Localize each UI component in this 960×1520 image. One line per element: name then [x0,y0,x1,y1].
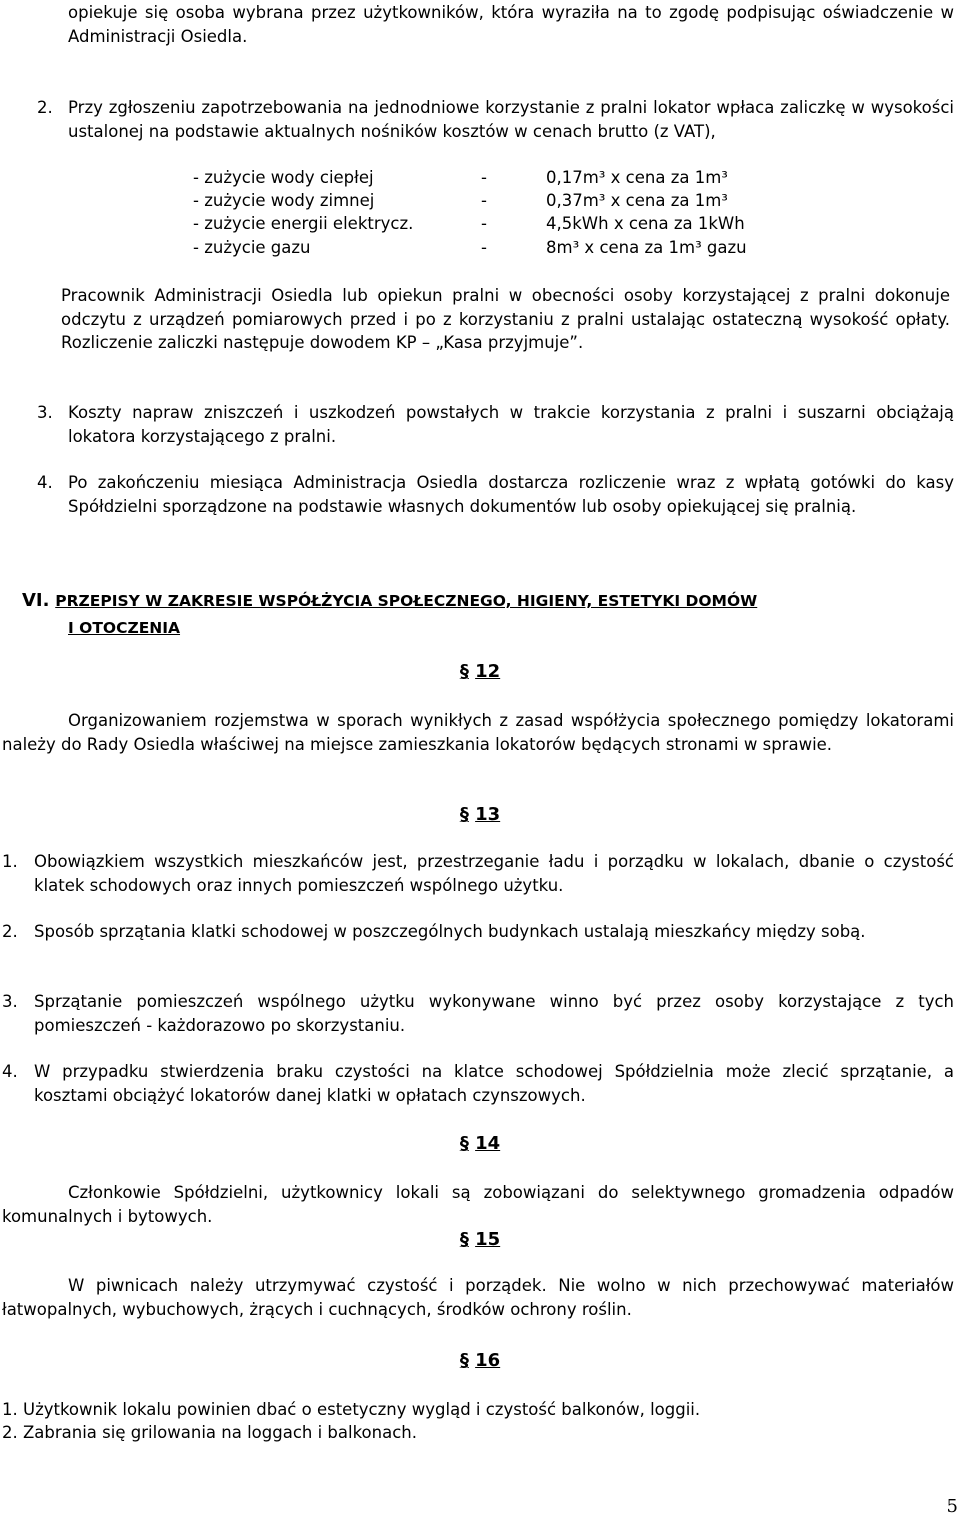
section-13-item: Sposób sprzątania klatki schodowej w poszczególnych budynkach ustalają mieszkańcy między sobą. [34,922,866,941]
paragraph-sign: § [459,1229,469,1250]
item-number: 3. [2,992,18,1011]
chapter-number: VI. [22,590,50,611]
point-4-text: Po zakończeniu miesiąca Administracja Osiedla dostarcza rozliczenie wraz z wpłatą gotówki do kasy Spółdzielni sporządzone na podstawie własnych dokumentów lub osoby opiekującej się pralnią. [68,473,954,516]
section-13-item: Obowiązkiem wszystkich mieszkańców jest, przestrzeganie ładu i porządku w lokalach, dbanie o czystość klatek schodowych oraz innych pomieszczeń wspólnego użytku. [34,852,954,895]
section-heading [0,1132,960,1156]
paragraph-sign: § [459,804,469,825]
point-2-followup: Pracownik Administracji Osiedla lub opiekun pralni w obecności osoby korzystającej z pralni dokonuje odczytu z urządzeń pomiarowych przed i po z korzystaniu z pralni ustalając ostateczną wysokość opłaty. Rozliczenie zaliczki następuje dowodem KP – „Kasa przyjmuje”. [61,286,950,352]
section-13-item: W przypadku stwierdzenia braku czystości na klatce schodowej Spółdzielnia może zlecić sprzątanie, a kosztami obciążyć lokatorów danej klatki w opłatach czynszowych. [34,1062,954,1105]
fee-value: 8m³ x cena za 1m³ gazu [546,238,747,257]
intro-paragraph: opiekuje się osoba wybrana przez użytkowników, która wyraziła na to zgodę podpisując oświadczenie w Administracji Osiedla. [68,3,954,46]
fee-value: 4,5kWh x cena za 1kWh [546,214,745,233]
section-number: 16 [475,1350,501,1371]
chapter-heading-line2 [68,616,180,641]
section-heading [0,1228,960,1252]
fee-dash: - [481,168,487,187]
item-number: 4. [2,1062,18,1081]
point-3-text: Koszty napraw zniszczeń i uszkodzeń powstałych w trakcie korzystania z pralni i suszarni obciążają lokatora korzystającego z pralni. [68,403,954,446]
chapter-title-line2: I OTOCZENIA [68,619,181,637]
fee-item: - zużycie energii elektrycz. [193,214,414,233]
section-13-item: Sprzątanie pomieszczeń wspólnego użytku wykonywane winno być przez osoby korzystające z tych pomieszczeń - każdorazowo po skorzystaniu. [34,992,954,1035]
paragraph-sign: § [459,661,469,682]
section-14-text: Członkowie Spółdzielni, użytkownicy lokali są zobowiązani do selektywnego gromadzenia odpadów komunalnych i bytowych. [2,1183,954,1226]
fee-dash: - [481,214,487,233]
section-15-text: W piwnicach należy utrzymywać czystość i porządek. Nie wolno w nich przechowywać materiałów łatwopalnych, wybuchowych, żrących i cuchnących, środków ochrony roślin. [2,1276,954,1319]
section-heading [0,1349,960,1373]
item-number: 2. [2,922,18,941]
fee-dash: - [481,191,487,210]
section-number: 14 [475,1133,501,1154]
point-number: 3. [37,403,53,422]
fee-item: - zużycie gazu [193,238,311,257]
chapter-heading [22,589,757,614]
paragraph-sign: § [459,1350,469,1371]
fee-dash: - [481,238,487,257]
section-number: 15 [475,1229,501,1250]
point-number: 2. [37,98,53,117]
paragraph-sign: § [459,1133,469,1154]
point-2-text: Przy zgłoszeniu zapotrzebowania na jednodniowe korzystanie z pralni lokator wpłaca zaliczkę w wysokości ustalonej na podstawie aktualnych nośników kosztów w cenach brutto (z VAT), [68,98,954,141]
section-16-item: 1. Użytkownik lokalu powinien dbać o estetyczny wygląd i czystość balkonów, loggii. [2,1400,701,1419]
section-number: 12 [475,661,501,682]
section-number: 13 [475,804,501,825]
fee-item: - zużycie wody ciepłej [193,168,374,187]
point-number: 4. [37,473,53,492]
section-heading [0,803,960,827]
section-12-text: Organizowaniem rozjemstwa w sporach wynikłych z zasad współżycia społecznego pomiędzy lokatorami należy do Rady Osiedla właściwej na miejsce zamieszkania lokatorów będących stronami w sprawie. [2,711,954,754]
chapter-title: PRZEPISY W ZAKRESIE WSPÓŁŻYCIA SPOŁECZNEGO, HIGIENY, ESTETYKI DOMÓW [55,592,758,610]
fee-value: 0,37m³ x cena za 1m³ [546,191,728,210]
item-number: 1. [2,852,18,871]
section-16-item: 2. Zabrania się grilowania na loggach i balkonach. [2,1423,417,1442]
fee-item: - zużycie wody zimnej [193,191,375,210]
section-heading [0,660,960,684]
page-number: 5 [946,1495,958,1517]
fee-value: 0,17m³ x cena za 1m³ [546,168,728,187]
